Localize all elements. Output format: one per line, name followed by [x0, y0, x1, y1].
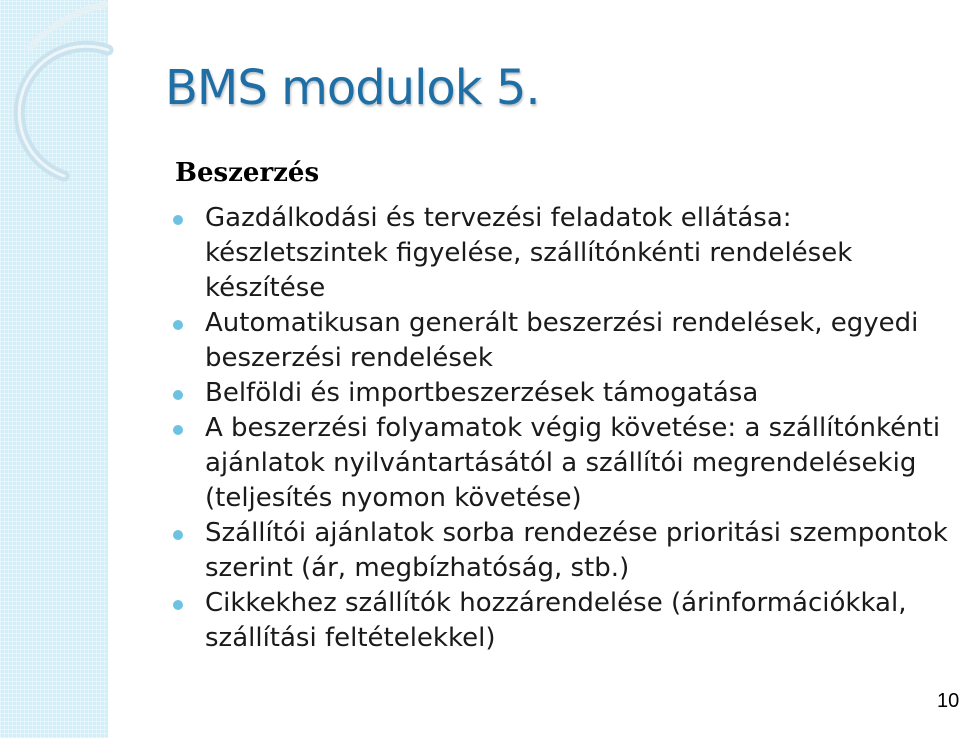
- slide-title: BMS modulok 5.: [165, 60, 540, 116]
- bullet-text: Cikkekhez szállítók hozzárendelése (árinformációkkal, szállítási feltételekkel): [205, 588, 907, 653]
- bullet-item: [205, 306, 950, 376]
- bullet-text: Automatikusan generált beszerzési rendelések, egyedi beszerzési rendelések: [205, 308, 919, 373]
- bullet-item: [205, 201, 950, 306]
- bullet-marker-icon: [173, 320, 183, 330]
- bullet-marker-icon: [173, 600, 183, 610]
- bullet-text: Belföldi és importbeszerzések támogatása: [205, 378, 759, 408]
- bullet-item: [205, 376, 950, 411]
- bullet-marker-icon: [173, 390, 183, 400]
- bullet-item: [205, 516, 950, 586]
- bullet-marker-icon: [173, 530, 183, 540]
- bullet-item: [205, 411, 950, 516]
- section-heading: Beszerzés: [175, 158, 320, 188]
- page-number: 10: [937, 690, 960, 712]
- bullet-text: Szállítói ajánlatok sorba rendezése prioritási szempontok szerint (ár, megbízhatóság, stb.): [205, 518, 948, 583]
- bullet-text: A beszerzési folyamatok végig követése: a szállítónkénti ajánlatok nyilvántartásától a szállítói megrendelésekig (teljesítés nyomon követése): [205, 413, 941, 513]
- bullet-list: [205, 201, 950, 656]
- bullet-marker-icon: [173, 425, 183, 435]
- bullet-text: Gazdálkodási és tervezési feladatok ellátása: készletszintek figyelése, szállítónkénti rendelések készítése: [205, 203, 853, 303]
- bullet-marker-icon: [173, 215, 183, 225]
- bullet-item: [205, 586, 950, 656]
- inner-arc: [19, 46, 108, 176]
